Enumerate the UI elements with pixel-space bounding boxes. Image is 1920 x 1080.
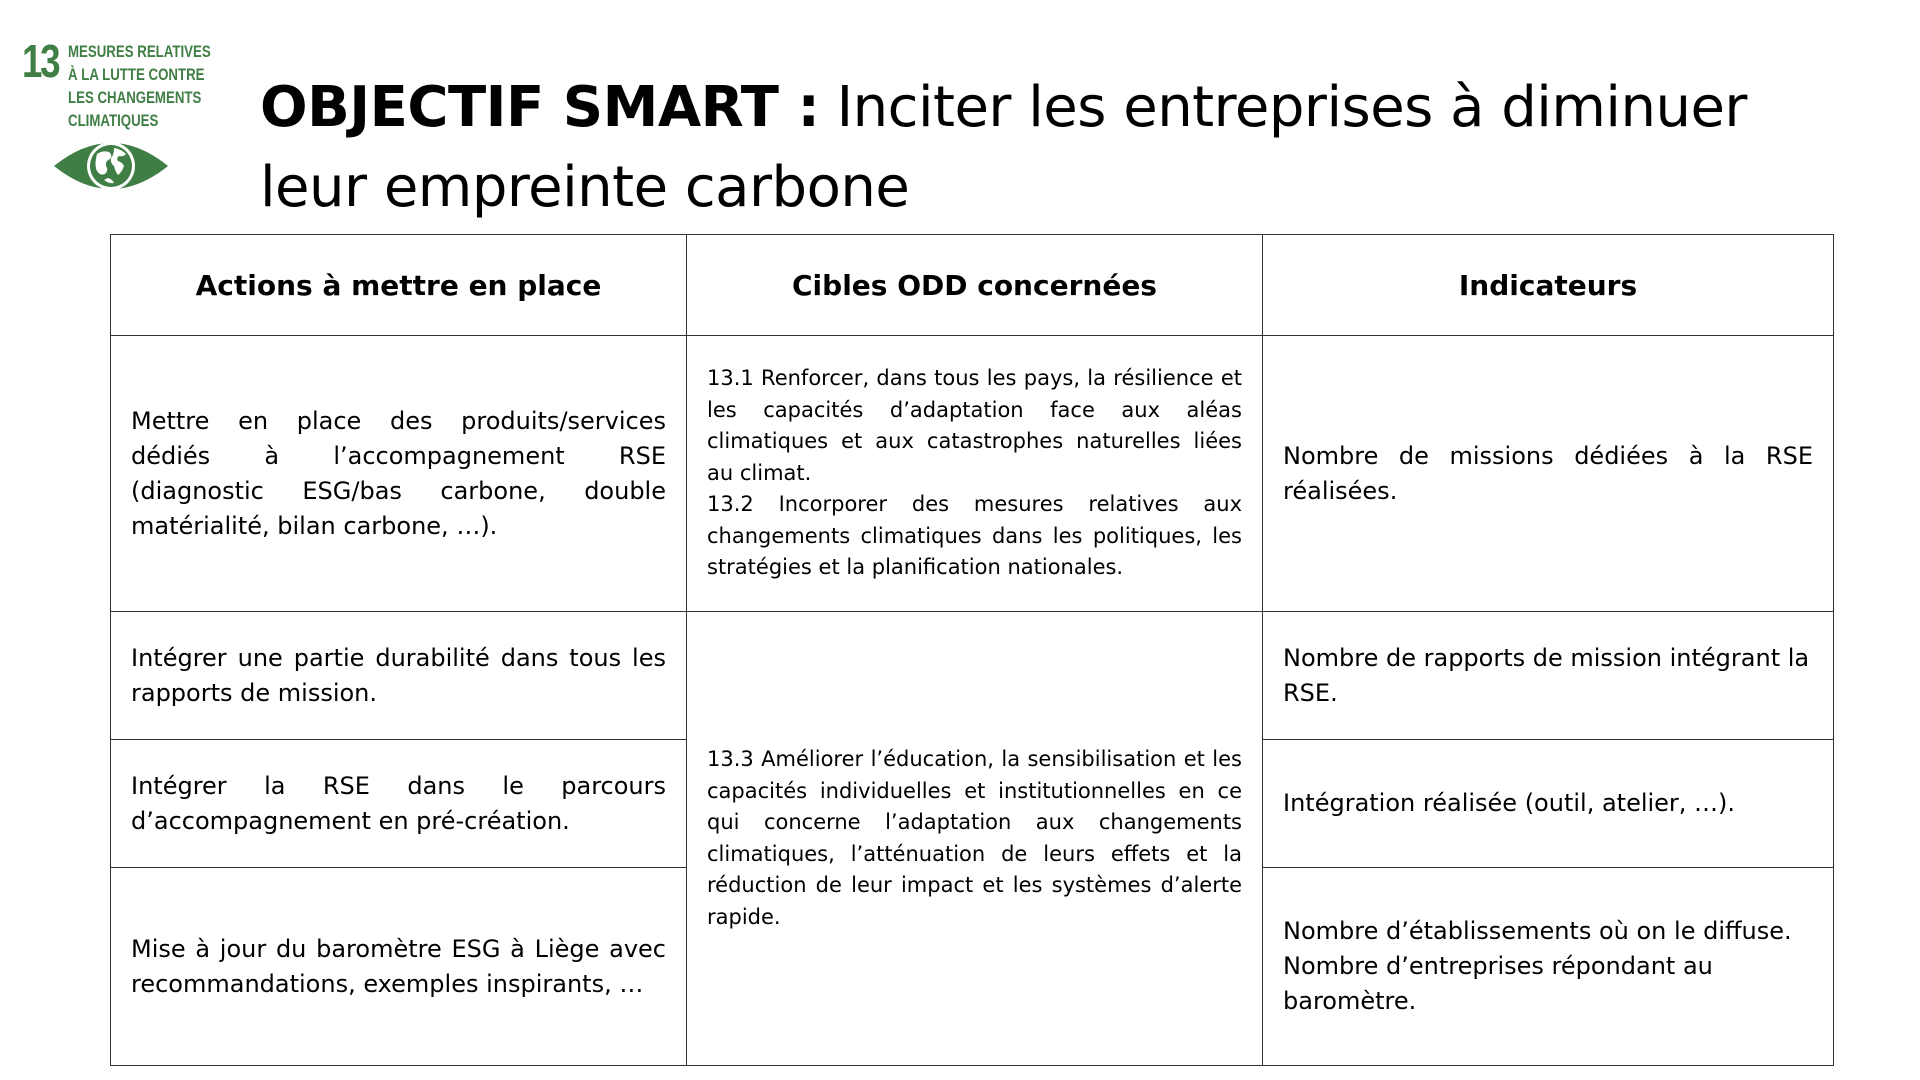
target-text: 13.3 Améliorer l’éducation, la sensibilisation et les capacités individuelles et institutionnelles en ce qui concerne l’adaptation aux changements climatiques, l’atténuation de leurs effets et la réduction de leur impact et les systèmes d’alerte rapide. [707,747,1242,929]
sdg-caption-line: CLIMATIQUES [68,111,159,130]
column-header-indicators: Indicateurs [1263,235,1834,336]
indicator-text: Nombre de missions dédiées à la RSE réalisées. [1283,441,1813,505]
action-cell [111,740,687,868]
title-prefix: OBJECTIF SMART : [260,75,820,140]
table-row [111,336,1834,612]
action-cell [111,612,687,740]
action-text: Mettre en place des produits/services dédiés à l’accompagnement RSE (diagnostic ESG/bas carbone, double matérialité, bilan carbone, …). [131,406,666,540]
target-text: 13.2 Incorporer des mesures relatives aux changements climatiques dans les politiques, les stratégies et la planification nationales. [707,492,1242,580]
action-cell [111,336,687,612]
target-cell [687,612,1263,1066]
column-header-actions: Actions à mettre en place [111,235,687,336]
smart-objectives-table [110,234,1834,1066]
indicator-text: Intégration réalisée (outil, atelier, …). [1283,789,1736,817]
indicator-text: Nombre d’entreprises répondant au baromètre. [1283,952,1713,1015]
table-header-row [111,235,1834,336]
earth-eye-icon [52,134,170,198]
sdg-caption [68,40,218,132]
indicator-cell [1263,336,1834,612]
sdg-caption-line: À LA LUTTE CONTRE [68,65,205,84]
action-text: Mise à jour du baromètre ESG à Liège avec recommandations, exemples inspirants, … [131,934,666,998]
indicator-cell [1263,740,1834,868]
action-text: Intégrer la RSE dans le parcours d’accompagnement en pré-création. [131,771,666,835]
page-title [260,68,1860,228]
indicator-cell [1263,612,1834,740]
action-text: Intégrer une partie durabilité dans tous les rapports de mission. [131,643,666,707]
indicator-text: Nombre d’établissements où on le diffuse. [1283,917,1792,945]
target-text: 13.1 Renforcer, dans tous les pays, la résilience et les capacités d’adaptation face aux aléas climatiques et aux catastrophes naturelles liées au climat. [707,366,1242,485]
indicator-text: Nombre de rapports de mission intégrant la RSE. [1283,643,1810,707]
table-row [111,612,1834,740]
title-text: Inciter les entreprises à diminuer leur empreinte carbone [260,75,1747,220]
sdg-number: 13 [22,35,59,87]
sdg-13-badge [22,35,212,203]
column-header-targets: Cibles ODD concernées [687,235,1263,336]
target-cell [687,336,1263,612]
indicator-cell [1263,868,1834,1066]
sdg-caption-line: LES CHANGEMENTS [68,88,202,107]
action-cell [111,868,687,1066]
sdg-caption-line: MESURES RELATIVES [68,42,211,61]
